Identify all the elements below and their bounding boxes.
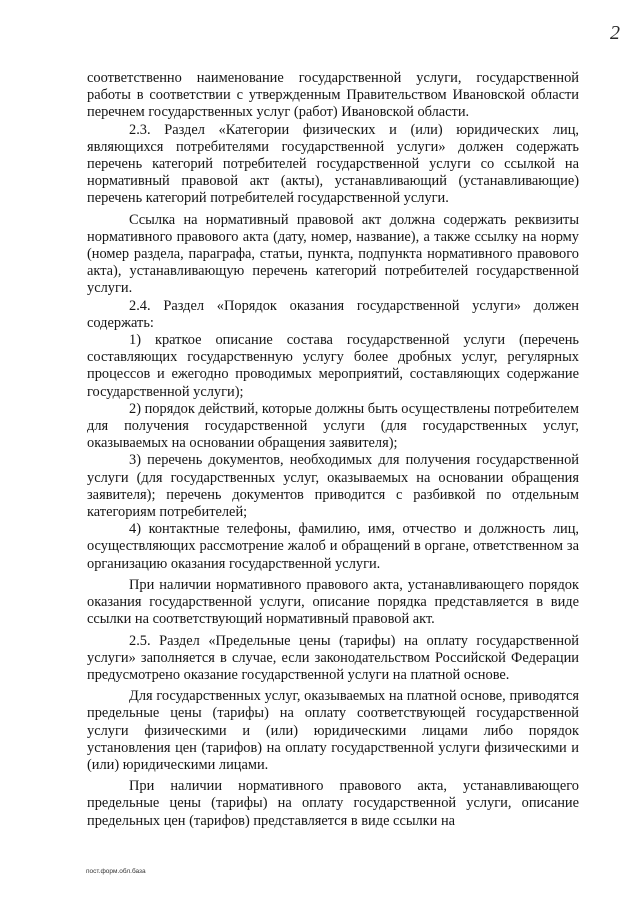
paragraph-price-limits-act: При наличии нормативного правового акта, устанавливающего предельные цены (тарифы) на оплату государственной услуги, описание предельных цен (тарифов) представляется в виде ссылки на [87,778,579,829]
list-item-3: 3) перечень документов, необходимых для получения государственной услуги (для государственных услуг, оказываемых на основании обращения заявителя); перечень документов приводится с разбивкой по отдельным категориям потребителей; [87,452,579,521]
page-number: 2 [610,22,620,44]
paragraph-section-2-3: 2.3. Раздел «Категории физических и (или) юридических лиц, являющихся потребителями государственной услуги» должен содержать перечень категорий потребителей государственной услуги со ссылкой на нормативный правовой акт (акты), устанавливающий (устанавливающие) перечень категорий потребителей государственной услуги. [87,121,579,207]
list-item-1: 1) краткое описание состава государственной услуги (перечень составляющих государственную услугу более дробных услуг, регулярных процессов и ежегодно проводимых мероприятий, составляющих содержание государственной услуги); [87,332,579,400]
paragraph-section-2-4: 2.4. Раздел «Порядок оказания государственной услуги» должен содержать: [87,297,579,331]
paragraph-reference-requirements: Ссылка на нормативный правовой акт должна содержать реквизиты нормативного правового акта (дату, номер, название), а также ссылку на норму (номер раздела, параграфа, статьи, пункта, подпункта нормативного правового акта), устанавливающую перечень категорий потребителей государственной услуги. [87,211,579,297]
list-item-4: 4) контактные телефоны, фамилию, имя, отчество и должность лиц, осуществляющих рассмотрение жалоб и обращений в органе, ответственном за организацию оказания государственной услуги. [87,521,579,572]
paragraph-continuation: соответственно наименование государственной услуги, государственной работы в соответствии с утвержденным Правительством Ивановской области перечнем государственных услуг (работ) Ивановской области. [87,70,579,121]
paragraph-section-2-5: 2.5. Раздел «Предельные цены (тарифы) на оплату государственной услуги» заполняется в случае, если законодательством Российской Федерации предусмотрено оказание государственной услуги на платной основе. [87,632,579,683]
paragraph-paid-services: Для государственных услуг, оказываемых на платной основе, приводятся предельные цены (тарифы) на оплату соответствующей государственной услуги физическими и (или) юридическими лицами либо порядок установления цен (тарифов) на оплату государственной услуги физическими и (или) юридическими лицами. [87,688,579,773]
paragraph-normative-act-order: При наличии нормативного правового акта, устанавливающего порядок оказания государственной услуги, описание порядка представляется в виде ссылки на соответствующий нормативный правовой акт. [87,576,579,628]
list-item-2: 2) порядок действий, которые должны быть осуществлены потребителем для получения государственной услуги (для государственных услуг, оказываемых на основании обращения заявителя); [87,400,579,452]
footer-file-path: пост.форм.обл.база [86,868,146,875]
document-body [87,70,579,830]
